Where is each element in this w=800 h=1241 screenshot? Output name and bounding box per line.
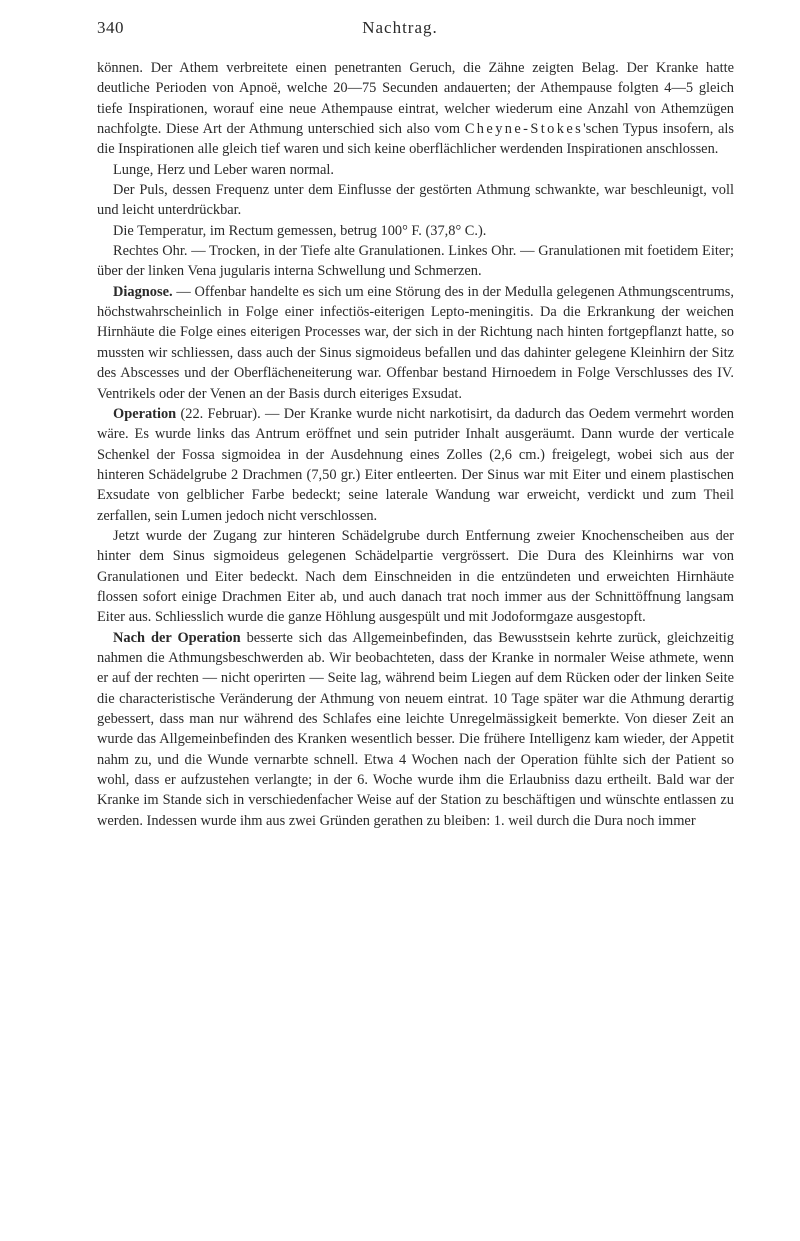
- paragraph-text: 'schen Typus insofern, als die Inspirationen alle gleich tief waren und sich keine oberflächlicher werdenden Inspirationen anschlossen.: [97, 121, 734, 158]
- paragraph-athmung: [97, 58, 734, 160]
- paragraph-text: — Offenbar handelte es sich um eine Störung des in der Medulla gelegenen Athmungscentrums, höchstwahrscheinlich in Folge einer infectiös-eiterigen Lepto-meningitis. Da die Erkrankung der weichen Hirnhäute die Folge eines eiterigen Processes war, der sich in der Richtung nach hinten fortgepflanzt hatte, so mussten wir schliessen, dass auch der Sinus sigmoideus befallen und das dahinter gelegene Kleinhirn der Sitz des Abscesses und der Oberflächeneiterung war. Offenbar bestand Hirnoedem in Folge Verschlusses des IV. Ventrikels oder der Venen an der Basis durch eiteriges Exsudat.: [97, 283, 734, 402]
- paragraph-text: besserte sich das Allgemeinbefinden, das Bewusstsein kehrte zurück, gleichzeitig nahmen die Athmungsbeschwerden ab. Wir beobachteten, dass der Kranke in normaler Weise athmete, wenn er auf der rechten — nicht operirten — Seite lag, während beim Liegen auf dem Rücken oder der linken Seite die characteristische Veränderung der Athmung von neuem eintrat. 10 Tage später war die Athmung derartig gebessert, dass man nur während des Schlafes eine leichte Unregelmässigkeit bemerkte. Von dieser Zeit an wurde das Allgemeinbefinden des Kranken wesentlich besser. Die frühere Intelligenz kam wieder, der Appetit nahm zu, und die Wunde vernarbte schnell. Etwa 4 Wochen nach der Operation fühlte sich der Patient so wohl, dass er aufzustehen verlangte; in der 6. Woche wurde ihm die Erlaubniss dazu ertheilt. Bald war der Kranke im Stande sich in verschiedenfacher Weise auf der Station zu beschäftigen und wünschte entlassen zu werden. Indessen wurde ihm aus zwei Gründen gerathen zu bleiben: 1. weil durch die Dura noch immer: [97, 629, 734, 829]
- author-name-cheyne-stokes: Cheyne-Stokes: [464, 121, 584, 138]
- paragraph-text: können. Der Athem verbreitete einen penetranten Geruch, die Zähne zeigten Belag. Der Kranke hatte deutliche Perioden von Apnoë, welche 20—75 Secunden andauerten; der Athempause folgten 4—5 gleich tiefe Inspirationen, worauf eine neue Athempause eintrat, welcher wiederum eine Anzahl von Athemzügen nachfolgte. Diese Art der Athmung unterschied sich also vom: [97, 60, 734, 138]
- paragraph-temperatur: Die Temperatur, im Rectum gemessen, betrug 100° F. (37,8° C.).: [113, 222, 487, 239]
- run-in-heading-nach-operation: Nach der Operation: [113, 629, 241, 646]
- paragraph-lunge: Lunge, Herz und Leber waren normal.: [113, 161, 334, 178]
- paragraph-puls: Der Puls, dessen Frequenz unter dem Einflusse der gestörten Athmung schwankte, war beschleunigt, voll und leicht unterdrückbar.: [97, 182, 734, 219]
- paragraph-operation: [97, 404, 734, 526]
- paragraph-nach-operation: [97, 628, 734, 831]
- page-number: 340: [97, 18, 124, 37]
- paragraph-ohr: Rechtes Ohr. — Trocken, in der Tiefe alte Granulationen. Linkes Ohr. — Granulationen mit foetidem Eiter; über der linken Vena jugularis interna Schwellung und Schmerzen.: [97, 243, 734, 280]
- running-title: Nachtrag.: [362, 18, 438, 37]
- body-text: [97, 58, 734, 831]
- paragraph-diagnose: [97, 282, 734, 404]
- run-in-heading-diagnose: Diagnose.: [113, 283, 173, 300]
- paragraph-zugang: Jetzt wurde der Zugang zur hinteren Schädelgrube durch Entfernung zweier Knochenscheiben aus der hinter dem Sinus sigmoideus gelegenen Schädelpartie vergrössert. Die Dura des Kleinhirns war von Granulationen und Eiter bedeckt. Nach dem Einschneiden in die entzündeten und erweichten Hirnhäute flossen sofort einige Drachmen Eiter ab, und auch danach trat noch immer aus der Schnittöffnung langsam Eiter aus. Schliesslich wurde die ganze Höhlung ausgespült und mit Jodoformgaze ausgestopft.: [97, 527, 734, 626]
- paragraph-text: (22. Februar). — Der Kranke wurde nicht narkotisirt, da dadurch das Oedem vermehrt worden wäre. Es wurde links das Antrum eröffnet und sein putrider Inhalt ausgeräumt. Dann wurde der verticale Schenkel der Fossa sigmoidea in der Ausdehnung eines Zolles (2,6 cm.) freigelegt, wobei sich aus der hinteren Schädelgrube 2 Drachmen (7,50 gr.) Eiter entleerten. Der Sinus war mit Eiter und einem plastischen Exsudate von gelblicher Farbe bedeckt; seine laterale Wandung war erweicht, verdickt und zum Theil zerfallen, sein Lumen jedoch nicht verschlossen.: [97, 405, 734, 524]
- run-in-heading-operation: Operation: [113, 405, 177, 422]
